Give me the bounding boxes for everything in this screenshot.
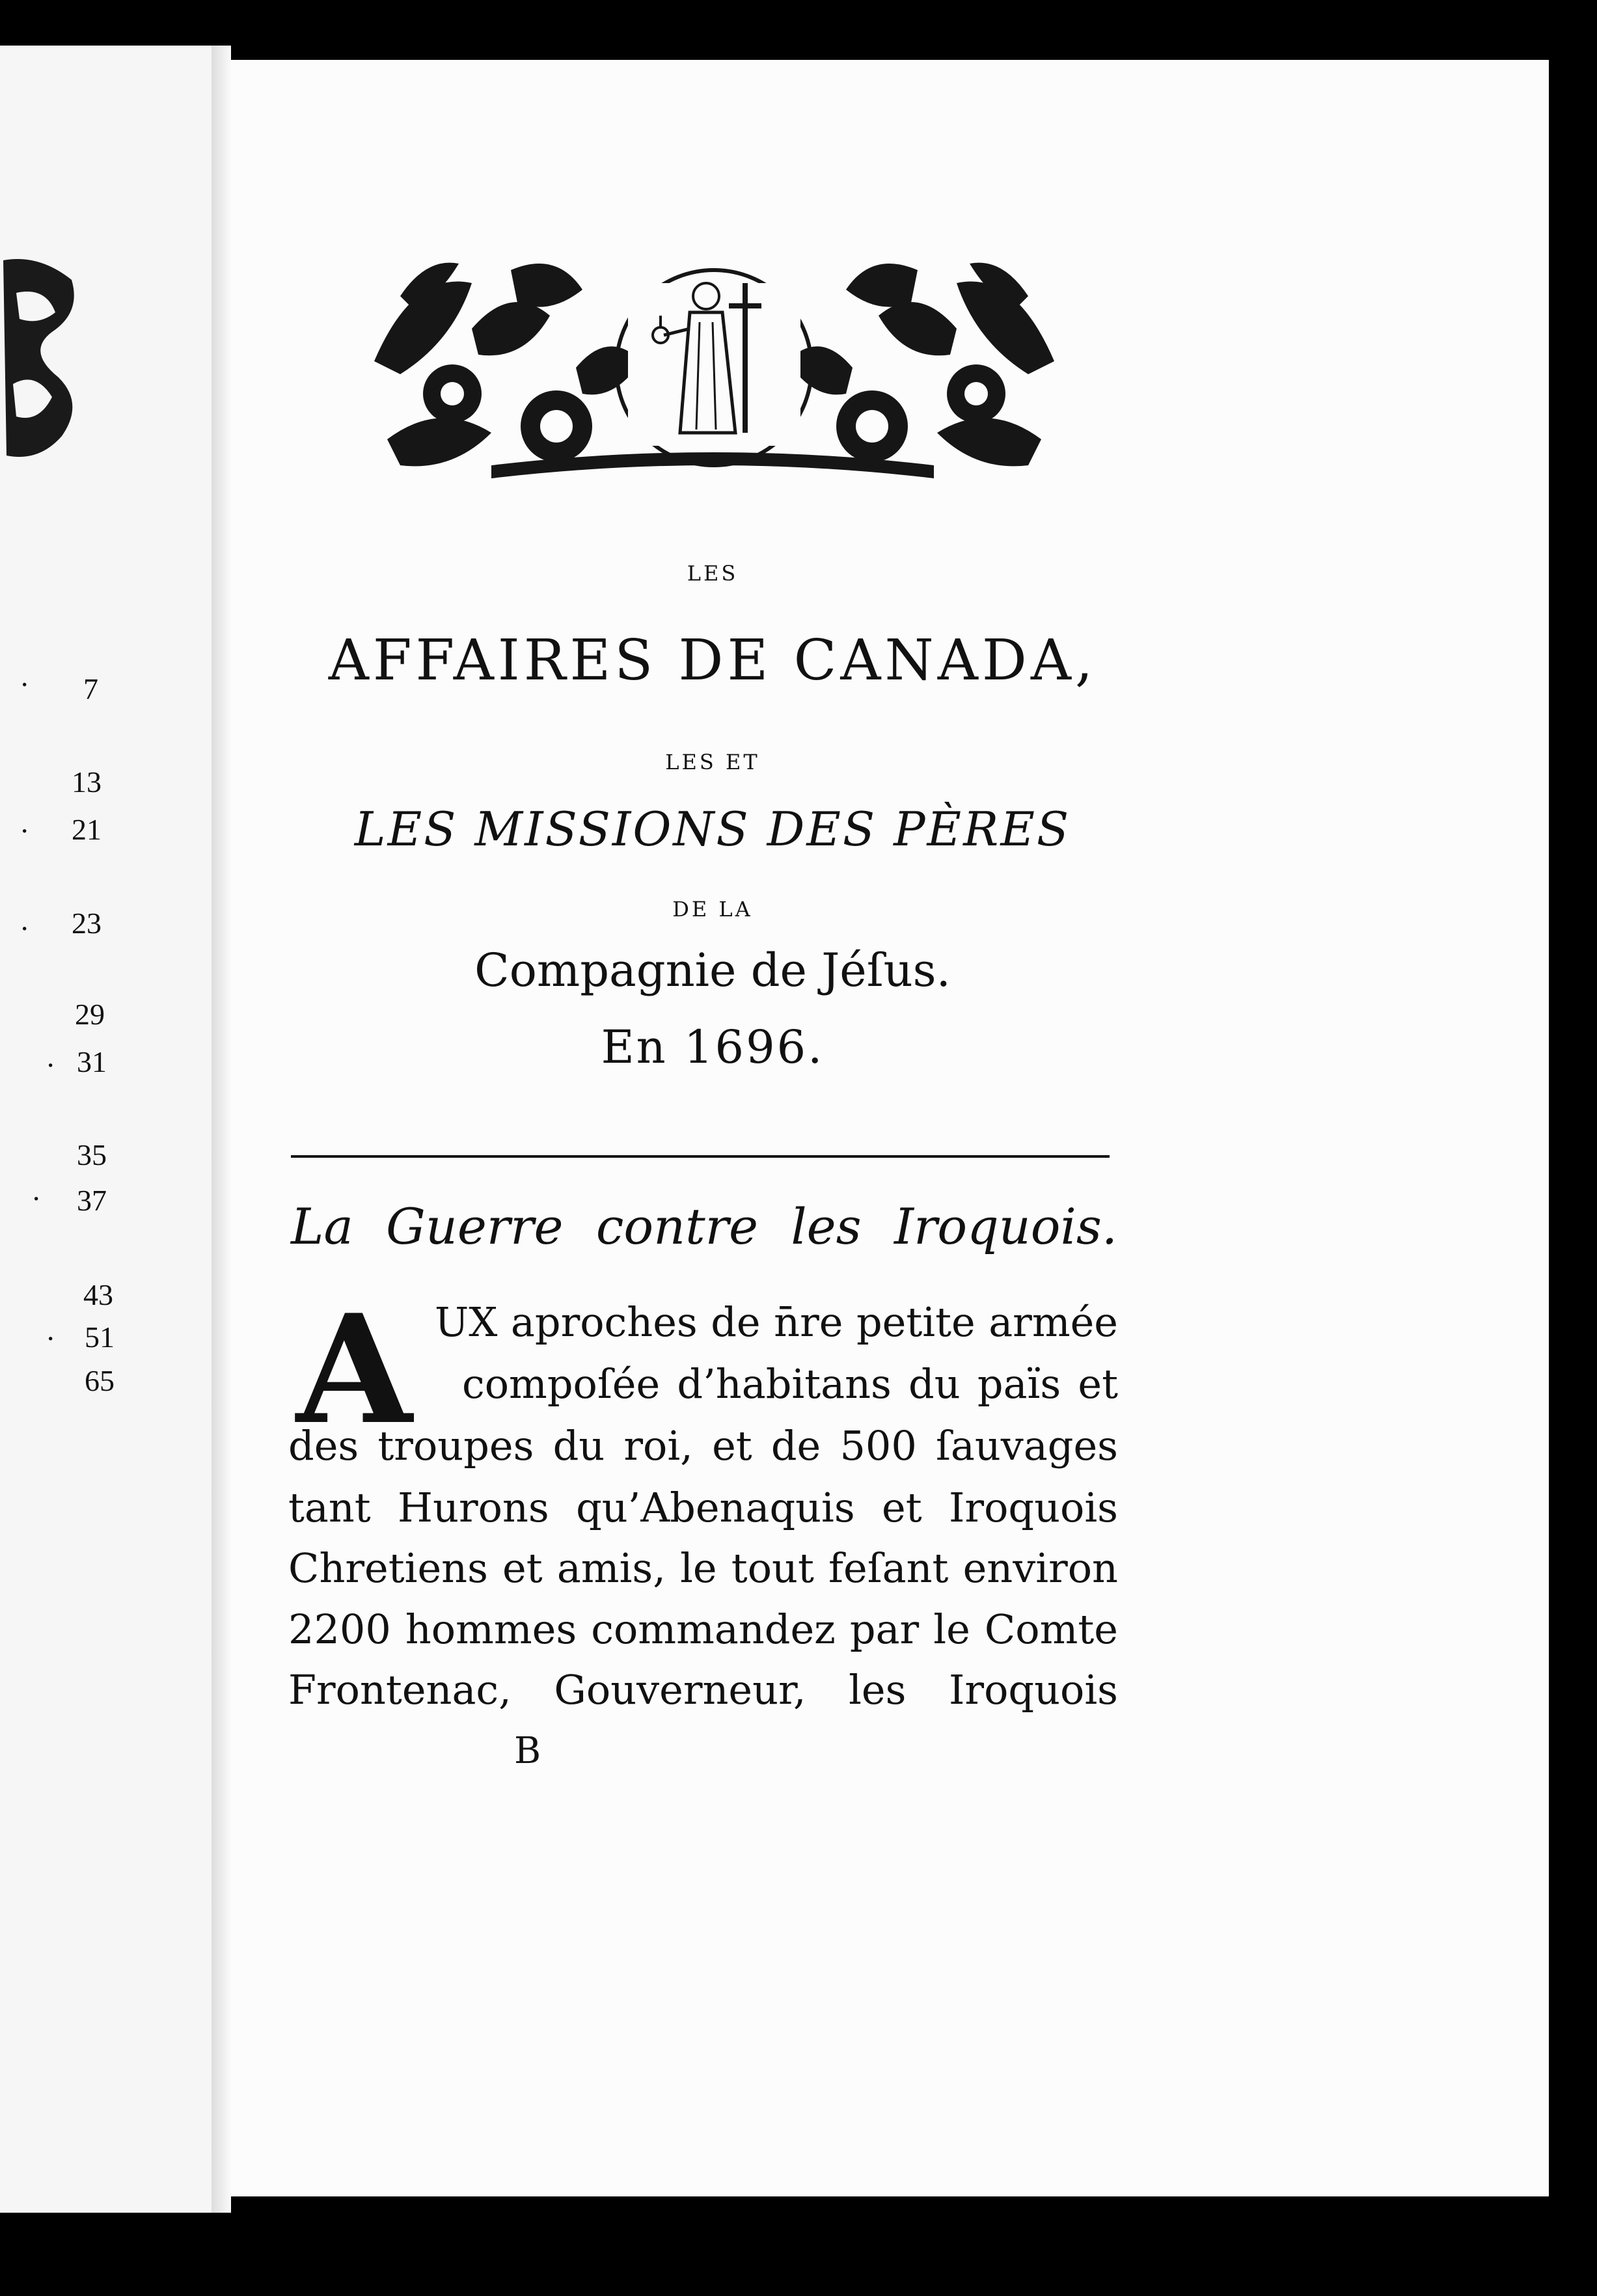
body-line: des troupes du roi, et de 500 ſauvages <box>288 1422 1118 1469</box>
toc-page-number: 23 <box>72 907 102 940</box>
toc-page-number: 29 <box>75 998 105 1031</box>
toc-page-number: 7 <box>83 672 98 705</box>
toc-leader-dot: · <box>46 1048 56 1082</box>
toc-page-number: 43 <box>83 1278 113 1311</box>
body-line: UX aproches de n̄re petite armée <box>435 1298 1118 1346</box>
toc-leader-dot: · <box>20 814 30 847</box>
heading-word: La <box>291 1197 353 1255</box>
book-gutter <box>212 46 231 2213</box>
toc-page-number: 31 <box>77 1045 107 1078</box>
heading-word: contre <box>595 1197 758 1255</box>
toc-page-number: 37 <box>77 1184 107 1217</box>
heading-word: les <box>791 1197 862 1255</box>
compagnie-heading: Compagnie de Jéſus. <box>474 944 951 997</box>
toc-leader-dot: · <box>20 668 30 701</box>
left-ornament-letter <box>0 254 85 469</box>
missions-heading: LES MISSIONS DES PÈRES <box>354 802 1071 856</box>
body-line: tant Hurons qu’Abenaquis et Iroquois <box>288 1484 1118 1531</box>
header-de-la: DE LA <box>672 897 753 922</box>
header-les: LES <box>687 561 739 586</box>
toc-page-number: 65 <box>85 1364 115 1397</box>
heading-word: Iroquois. <box>894 1197 1117 1255</box>
body-line: Frontenac, Gouverneur, les Iroquois <box>288 1666 1118 1714</box>
toc-page-number: 35 <box>77 1138 107 1171</box>
signature-mark: B <box>514 1730 541 1772</box>
toc-leader-dot: · <box>46 1322 56 1355</box>
body-line: compoſée d’habitans du païs et <box>462 1360 1118 1408</box>
heading-word: Guerre <box>386 1197 564 1255</box>
divider-rule <box>291 1155 1110 1158</box>
toc-leader-dot: · <box>31 1182 42 1215</box>
floral-vignette-ornament <box>361 244 1067 491</box>
page-title: AFFAIRES DE CANADA, <box>328 628 1097 693</box>
body-line: Chretiens et amis, le tout feſant environ <box>288 1544 1118 1592</box>
left-page <box>0 46 225 2213</box>
toc-leader-dot: · <box>20 912 30 945</box>
section-heading <box>291 1197 1117 1255</box>
body-line: 2200 hommes commandez par le Comte <box>288 1606 1118 1653</box>
toc-page-number: 51 <box>85 1320 115 1354</box>
header-les-et: LES ET <box>665 750 760 774</box>
toc-page-number: 13 <box>72 765 102 799</box>
toc-page-number: 21 <box>72 813 102 846</box>
year-heading: En 1696. <box>601 1020 825 1074</box>
drop-cap: A <box>296 1282 413 1458</box>
